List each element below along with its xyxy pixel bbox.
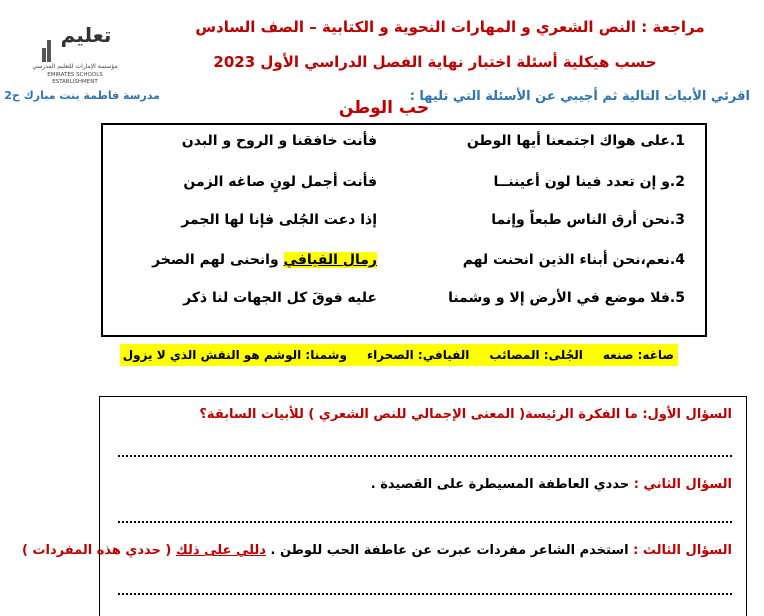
page-title-line2: حسب هيكلية أسئلة اختبار نهاية الفصل الدراسي الأول 2023 <box>213 53 657 71</box>
question-3-label: السؤال الثالث : <box>633 543 732 558</box>
logo-subtitle-en2: ESTABLISHMENT <box>52 79 98 85</box>
verse-3-second: إذا دعت الجُلى فإنا لها الجمر <box>181 212 377 228</box>
glossary-bar <box>120 344 678 366</box>
verse-1-first: 1.على هواك اجتمعنا أيها الوطن <box>466 133 685 149</box>
answer-line-2[interactable] <box>118 521 732 523</box>
verse-4-second <box>152 252 377 268</box>
logo-icon <box>32 10 118 90</box>
verse-2-first: 2.و إن تعدد فينا لون أعيننــا <box>493 174 685 190</box>
verse-3-first: 3.نحن أرق الناس طبعاً وإنما <box>491 212 685 228</box>
logo-subtitle-ar: مؤسسة الإمارات للتعليم المدرسي <box>32 63 118 70</box>
question-3-underlined: دللي على ذلك <box>175 543 266 558</box>
verse-2-second: فأنت أجمل لونٍ صاغه الزمن <box>183 174 377 190</box>
logo-wordmark: تعليم <box>60 23 112 47</box>
school-name: مدرسة فاطمة بنت مبارك ح2 <box>4 89 160 102</box>
page-title-line1: مراجعة : النص الشعري و المهارات النحوية و الكتابية – الصف السادس <box>195 18 705 36</box>
question-3-text: استخدم الشاعر مفردات عبرت عن عاطفة الحب للوطن . <box>265 543 634 558</box>
question-3 <box>22 543 732 558</box>
question-2 <box>371 477 732 492</box>
question-2-text: حددي العاطفة المسيطرة على القصيدة . <box>370 477 634 492</box>
question-3-end: ( حددي هذه المفردات ) <box>22 543 176 558</box>
glossary-item-3: الفيافي: الصحراء <box>366 348 470 362</box>
verse-1-second: فأنت خافقنا و الروح و البدن <box>181 133 377 149</box>
emirates-schools-logo <box>32 10 118 90</box>
glossary-item-1: صاغه: صنعه <box>602 348 674 362</box>
glossary-item-2: الجُلى: المصائب <box>489 348 583 362</box>
questions-box <box>22 396 747 616</box>
verse-5-second: عليه فوقَ كل الجهات لنا ذكر <box>183 290 377 306</box>
logo-subtitle-en1: EMIRATES SCHOOLS <box>47 72 103 78</box>
verse-5-first: 5.فلا موضع في الأرض إلا و وشمنا <box>448 290 685 306</box>
answer-line-3[interactable] <box>118 593 732 595</box>
verse-4-first: 4.نعم،نحن أبناء الذين انحنت لهم <box>462 252 685 268</box>
verse-4-second-rest: وانحنى لهم الصخر <box>152 252 284 268</box>
question-2-label: السؤال الثاني : <box>633 477 732 492</box>
question-1: السؤال الأول: ما الفكرة الرئيسة( المعنى الإجمالي للنص الشعري ) للأبيات السابقة؟ <box>199 407 732 422</box>
highlighted-word: رمال الفيافي <box>283 252 377 268</box>
poem-box <box>101 123 707 337</box>
instruction-text: اقرئي الأبيات التالية ثم أجيبي عن الأسئلة التي تليها : <box>409 89 750 104</box>
glossary-item-4: وشمنا: الوشم هو النقش الذي لا يزول <box>122 348 347 362</box>
poem-title: حب الوطن <box>338 98 430 118</box>
answer-line-1[interactable] <box>118 455 732 457</box>
